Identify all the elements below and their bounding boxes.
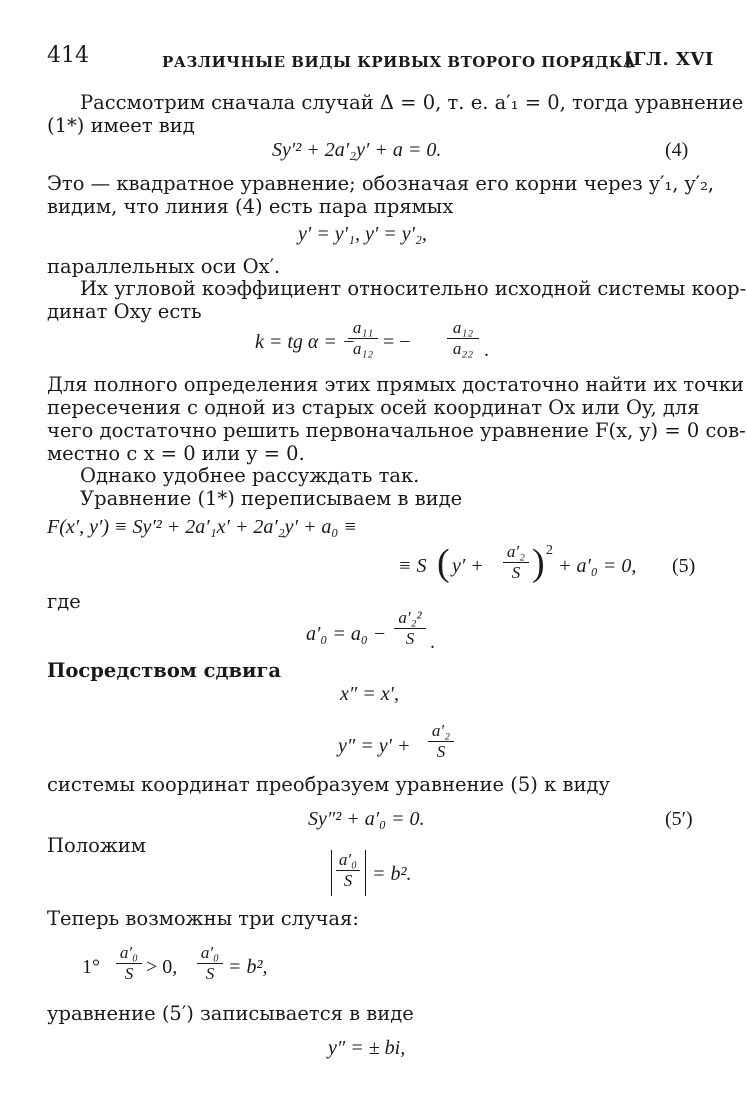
fraction-denominator: S — [124, 964, 134, 983]
fraction-denominator: S — [436, 742, 446, 761]
text-line: параллельных оси Ox′. — [47, 255, 281, 278]
equation-5-line-2b: y′ + — [452, 555, 484, 577]
text-line: Уравнение (1*) переписываем в виде — [80, 487, 463, 510]
case-1-end: = b², — [228, 956, 268, 978]
abs-bar-left — [331, 850, 332, 896]
equation-number: (5) — [672, 555, 696, 577]
equation-5-prime: Sy″² + a′₀ = 0. — [308, 808, 425, 830]
equation-number: (5′) — [665, 808, 693, 830]
fraction-numerator: a′₂² — [398, 608, 422, 627]
fraction-numerator: a′₀ — [338, 850, 358, 869]
text-line: Их угловой коэффициент относительно исходной системы коор- — [80, 277, 747, 300]
text-line: Это — квадратное уравнение; обозначая его корни через y′₁, y′₂, — [47, 172, 715, 195]
fraction-denominator: S — [343, 871, 353, 890]
text-line: Теперь возможны три случая: — [47, 907, 359, 930]
fraction — [336, 851, 360, 890]
fraction — [447, 319, 479, 358]
fraction — [503, 543, 529, 582]
equation-k-mid: = − — [383, 331, 411, 353]
text-line: чего достаточно решить первоначальное уравнение F(x, y) = 0 сов- — [47, 419, 746, 442]
text-line: Рассмотрим сначала случай Δ = 0, т. е. a′₁ = 0, тогда уравнение — [80, 91, 744, 114]
fraction-denominator: a₂₂ — [452, 339, 474, 358]
running-title: РАЗЛИЧНЫЕ ВИДЫ КРИВЫХ ВТОРОГО ПОРЯДКА — [162, 53, 636, 71]
equation-lines: y′ = y′₁, y′ = y′₂, — [298, 223, 427, 245]
fraction-numerator: a₁₂ — [452, 318, 474, 337]
text-line: пересечения с одной из старых осей координат Ox или Oy, для — [47, 396, 700, 419]
fraction — [116, 944, 142, 983]
fraction-numerator: a′₂ — [431, 721, 451, 740]
fraction-numerator: a′₂ — [506, 542, 526, 561]
equation-5-line-1: F(x′, y′) ≡ Sy′² + 2a′₁x′ + 2a′₂y′ + a₀ ≡ — [47, 516, 357, 538]
fraction-numerator: a′₀ — [200, 943, 220, 962]
equation-shift-x: x″ = x′, — [340, 683, 399, 705]
text-line: Посредством сдвига — [47, 659, 282, 682]
superscript: 2 — [546, 543, 553, 558]
fraction-numerator: a′₀ — [119, 943, 139, 962]
equation-k-left: k = tg α = − — [255, 331, 356, 353]
text-line: видим, что линия (4) есть пара прямых — [47, 195, 454, 218]
text-line: уравнение (5′) записывается в виде — [47, 1002, 414, 1025]
fraction-numerator: a₁₁ — [352, 318, 374, 337]
text-line: Положим — [47, 834, 146, 857]
equation-5-line-2a: ≡ S — [398, 555, 427, 577]
page-number: 414 — [47, 43, 89, 68]
equation-4: Sy′² + 2a′₂y′ + a = 0. — [272, 139, 442, 161]
equation-number: (4) — [665, 139, 689, 161]
text-line: Для полного определения этих прямых достаточно найти их точки — [47, 373, 744, 396]
fraction — [394, 609, 426, 648]
fraction-denominator: a₁₂ — [352, 339, 374, 358]
text-line: (1*) имеет вид — [47, 114, 195, 137]
equation-a0-left: a′₀ = a₀ − — [306, 623, 387, 645]
abs-bar-right — [365, 850, 366, 896]
equation-shift-y: y″ = y′ + — [338, 735, 411, 757]
right-paren: ) — [532, 542, 545, 584]
left-paren: ( — [437, 542, 450, 584]
fraction — [428, 722, 454, 761]
text-line: Однако удобнее рассуждать так. — [80, 464, 420, 487]
equation-final: y″ = ± bi, — [328, 1037, 406, 1059]
fraction-denominator: S — [511, 563, 521, 582]
text-line: динат Oxy есть — [47, 300, 202, 323]
equation-b2: = b². — [372, 863, 412, 885]
equation-5-line-2c: + a′₀ = 0, — [558, 555, 637, 577]
fraction-denominator: S — [205, 964, 215, 983]
fraction — [348, 319, 378, 358]
case-1-label: 1° — [82, 956, 100, 978]
equation-a0-end: . — [430, 631, 435, 653]
text-line: системы координат преобразуем уравнение (5) к виду — [47, 773, 610, 796]
equation-k-end: . — [484, 339, 489, 361]
chapter-label: [ГЛ. XVI — [624, 49, 714, 70]
text-line: местно с x = 0 или y = 0. — [47, 442, 305, 465]
text-line: где — [47, 590, 81, 613]
case-1-mid: > 0, — [146, 956, 178, 978]
fraction-denominator: S — [405, 629, 415, 648]
fraction — [197, 944, 223, 983]
